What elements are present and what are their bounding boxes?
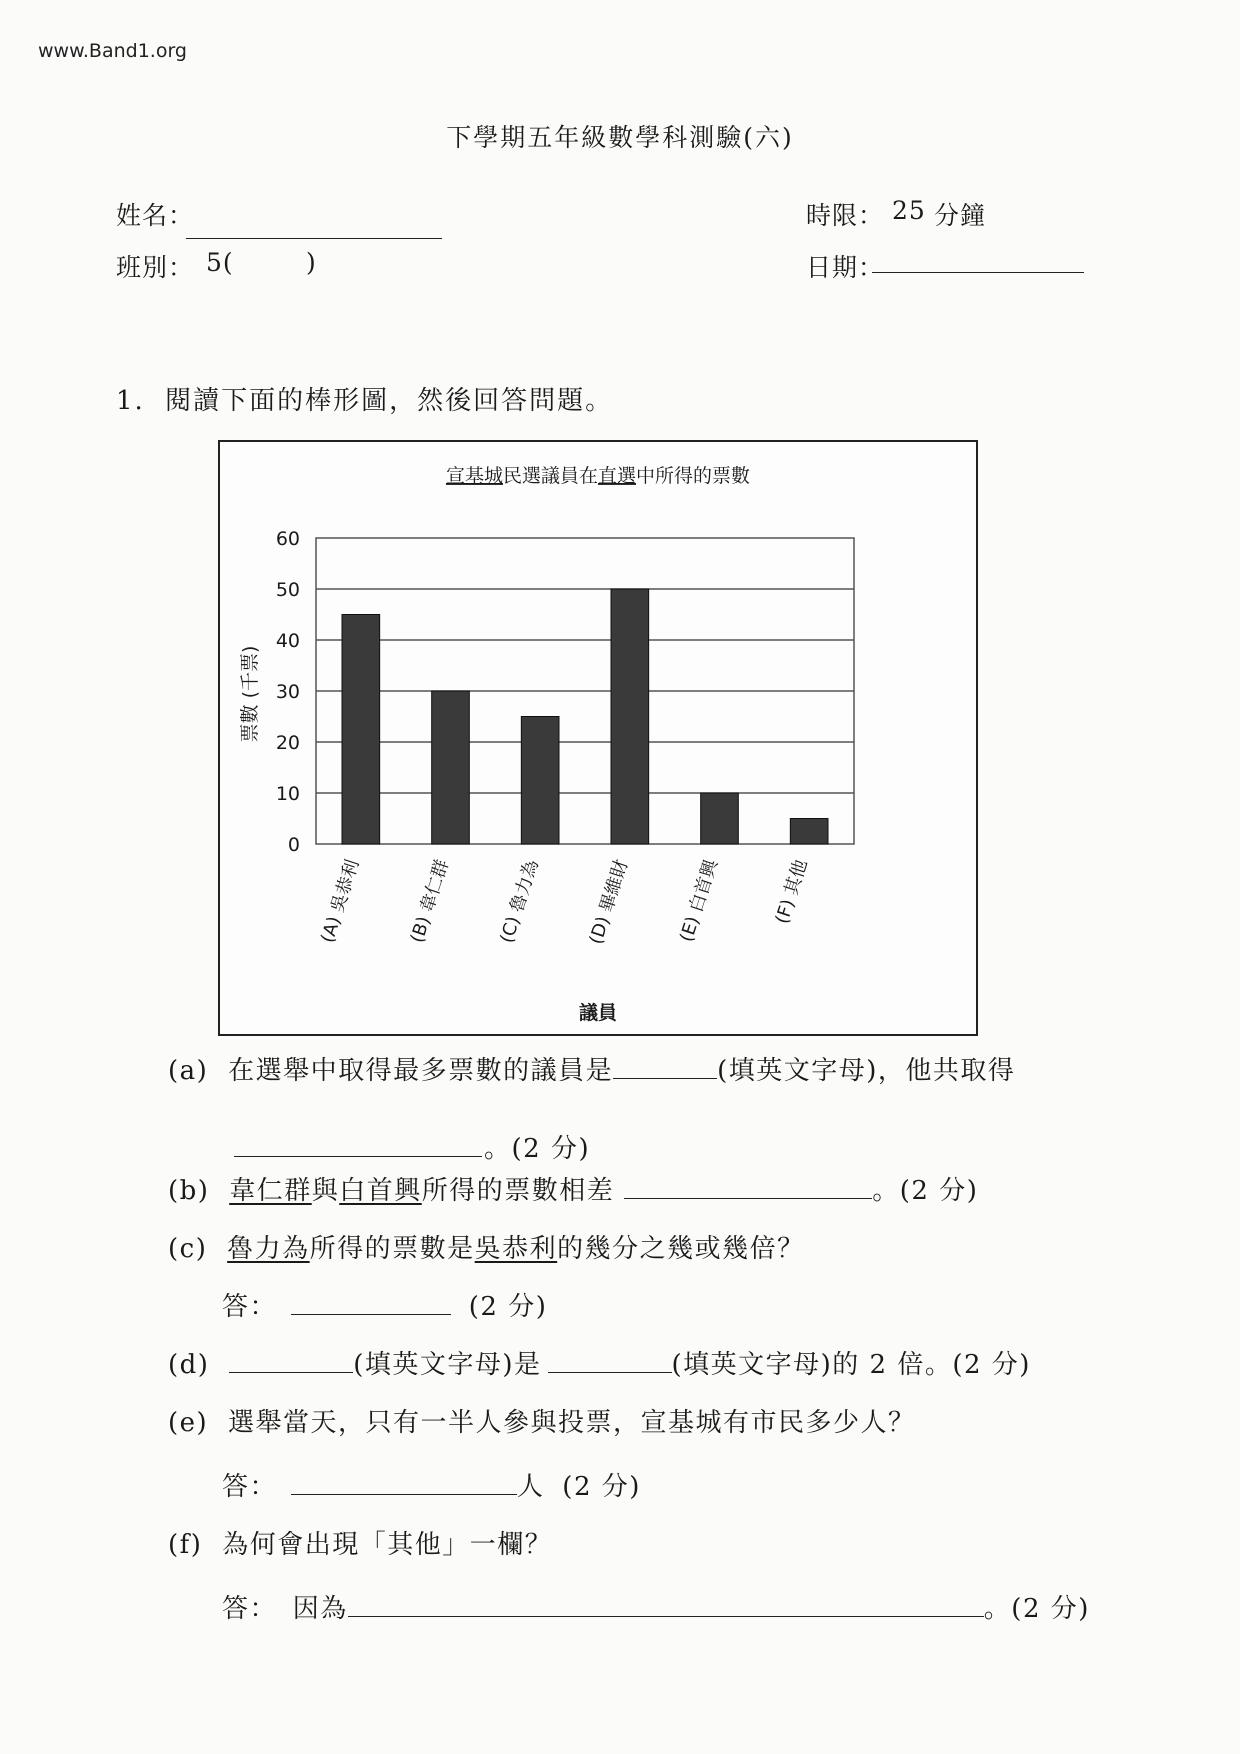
q-c-name1: 魯力為 <box>227 1234 310 1264</box>
plot-area <box>276 528 854 947</box>
question-f <box>168 1524 552 1561</box>
date-line[interactable] <box>872 272 1084 273</box>
class-label: 班別： <box>116 253 195 282</box>
q-c-label: (c) <box>168 1234 208 1264</box>
q-e-blank[interactable] <box>291 1494 517 1495</box>
q-e-marks: (2 分) <box>562 1472 641 1502</box>
site-url: www.Band1.org <box>38 40 187 62</box>
time-unit: 分鐘 <box>934 201 987 230</box>
y-tick-label: 40 <box>275 630 300 652</box>
x-tick-label: (C) 魯力為 <box>496 857 543 946</box>
y-tick-label: 60 <box>275 528 300 550</box>
q-b-label: (b) <box>168 1176 210 1206</box>
q-a-label: (a) <box>168 1056 209 1086</box>
question-e <box>168 1402 915 1439</box>
q-a-marks: 。(2 分) <box>484 1134 591 1164</box>
y-tick-label: 0 <box>287 834 300 856</box>
bar <box>790 819 828 845</box>
q-f-text: 為何會出現「其他」一欄？ <box>222 1530 553 1560</box>
page-title: 下學期五年級數學科測驗(六) <box>446 123 794 152</box>
q-f-because: 因為 <box>292 1594 348 1624</box>
time-value: 25 <box>892 196 926 225</box>
y-tick-label: 30 <box>275 681 300 703</box>
question-d <box>168 1344 1031 1381</box>
question-1 <box>116 380 613 417</box>
bar-chart <box>220 442 976 1034</box>
time-label: 時限： <box>806 201 885 230</box>
q-c-blank[interactable] <box>291 1314 451 1315</box>
q-f-answer <box>222 1588 1090 1625</box>
q-d-blank1[interactable] <box>229 1372 353 1373</box>
q-b-name2: 白首興 <box>339 1176 422 1206</box>
y-tick-label: 20 <box>275 732 300 754</box>
question-text: 閱讀下面的棒形圖，然後回答問題。 <box>165 386 614 416</box>
class-close: ) <box>306 248 317 277</box>
y-tick-label: 10 <box>275 783 300 805</box>
bar <box>432 691 470 844</box>
question-a <box>168 1050 1015 1087</box>
y-axis-label: 票數 (千票) <box>239 645 261 743</box>
q-e-label: (e) <box>168 1408 209 1438</box>
q-e-ans-label: 答： <box>222 1472 278 1502</box>
q-b-text1: 與 <box>311 1176 340 1206</box>
q-a-blank1[interactable] <box>613 1078 717 1079</box>
q-f-label: (f) <box>168 1530 203 1560</box>
q-d-label: (d) <box>168 1350 210 1380</box>
q-e-answer <box>222 1466 641 1503</box>
q-b-name1: 韋仁群 <box>229 1176 312 1206</box>
x-tick-label: (B) 韋仁群 <box>406 857 454 946</box>
bar <box>521 717 559 845</box>
q-a-text2: (填英文字母)，他共取得 <box>717 1056 1016 1086</box>
name-line[interactable] <box>186 238 442 239</box>
q-c-answer <box>222 1286 547 1323</box>
x-tick-label: (F) 其他 <box>771 857 812 927</box>
question-b <box>168 1170 978 1207</box>
q-f-marks: 。(2 分) <box>983 1594 1090 1624</box>
chart-title-part: 中所得的票數 <box>636 465 751 487</box>
question-number: 1. <box>116 386 145 416</box>
q-d-blank2[interactable] <box>548 1372 672 1373</box>
question-c <box>168 1228 805 1265</box>
q-f-ans-label: 答： <box>222 1594 278 1624</box>
q-d-text1: (填英文字母)是 <box>353 1350 542 1380</box>
y-tick-label: 50 <box>275 579 300 601</box>
q-c-ans-label: 答： <box>222 1292 278 1322</box>
x-tick-label: (A) 吳恭利 <box>317 857 364 946</box>
chart-title-part: 民選議員在 <box>502 465 598 487</box>
chart-title-part: 直選 <box>598 465 637 487</box>
q-e-unit: 人 <box>517 1472 545 1502</box>
chart-title-part: 宣基城 <box>445 465 503 487</box>
date-label: 日期： <box>806 253 885 282</box>
q-c-name2: 吳恭利 <box>474 1234 558 1264</box>
q-b-blank[interactable] <box>624 1198 872 1199</box>
x-axis-label: 議員 <box>578 1002 618 1024</box>
q-a-text1: 在選舉中取得最多票數的議員是 <box>228 1056 614 1086</box>
chart-title <box>446 465 750 487</box>
q-a-blank2[interactable] <box>234 1156 482 1157</box>
chart-frame <box>218 440 978 1036</box>
q-b-text2: 所得的票數相差 <box>421 1176 615 1206</box>
q-b-marks: 。(2 分) <box>872 1176 979 1206</box>
bar <box>701 793 739 844</box>
x-tick-label: (D) 畢維財 <box>585 857 633 947</box>
class-value: 5( <box>206 248 234 277</box>
q-d-text2: (填英文字母)的 2 倍。(2 分) <box>671 1350 1031 1380</box>
q-f-blank[interactable] <box>348 1616 984 1617</box>
name-label: 姓名： <box>116 201 195 230</box>
x-tick-label: (E) 白首興 <box>675 857 723 945</box>
q-c-text1: 所得的票數是 <box>309 1234 475 1264</box>
bar <box>342 615 380 845</box>
q-e-text: 選舉當天，只有一半人參與投票，宣基城有市民多少人？ <box>227 1408 916 1438</box>
q-c-text2: 的幾分之幾或幾倍？ <box>557 1234 805 1264</box>
bar <box>611 589 649 844</box>
q-c-marks: (2 分) <box>468 1292 548 1322</box>
